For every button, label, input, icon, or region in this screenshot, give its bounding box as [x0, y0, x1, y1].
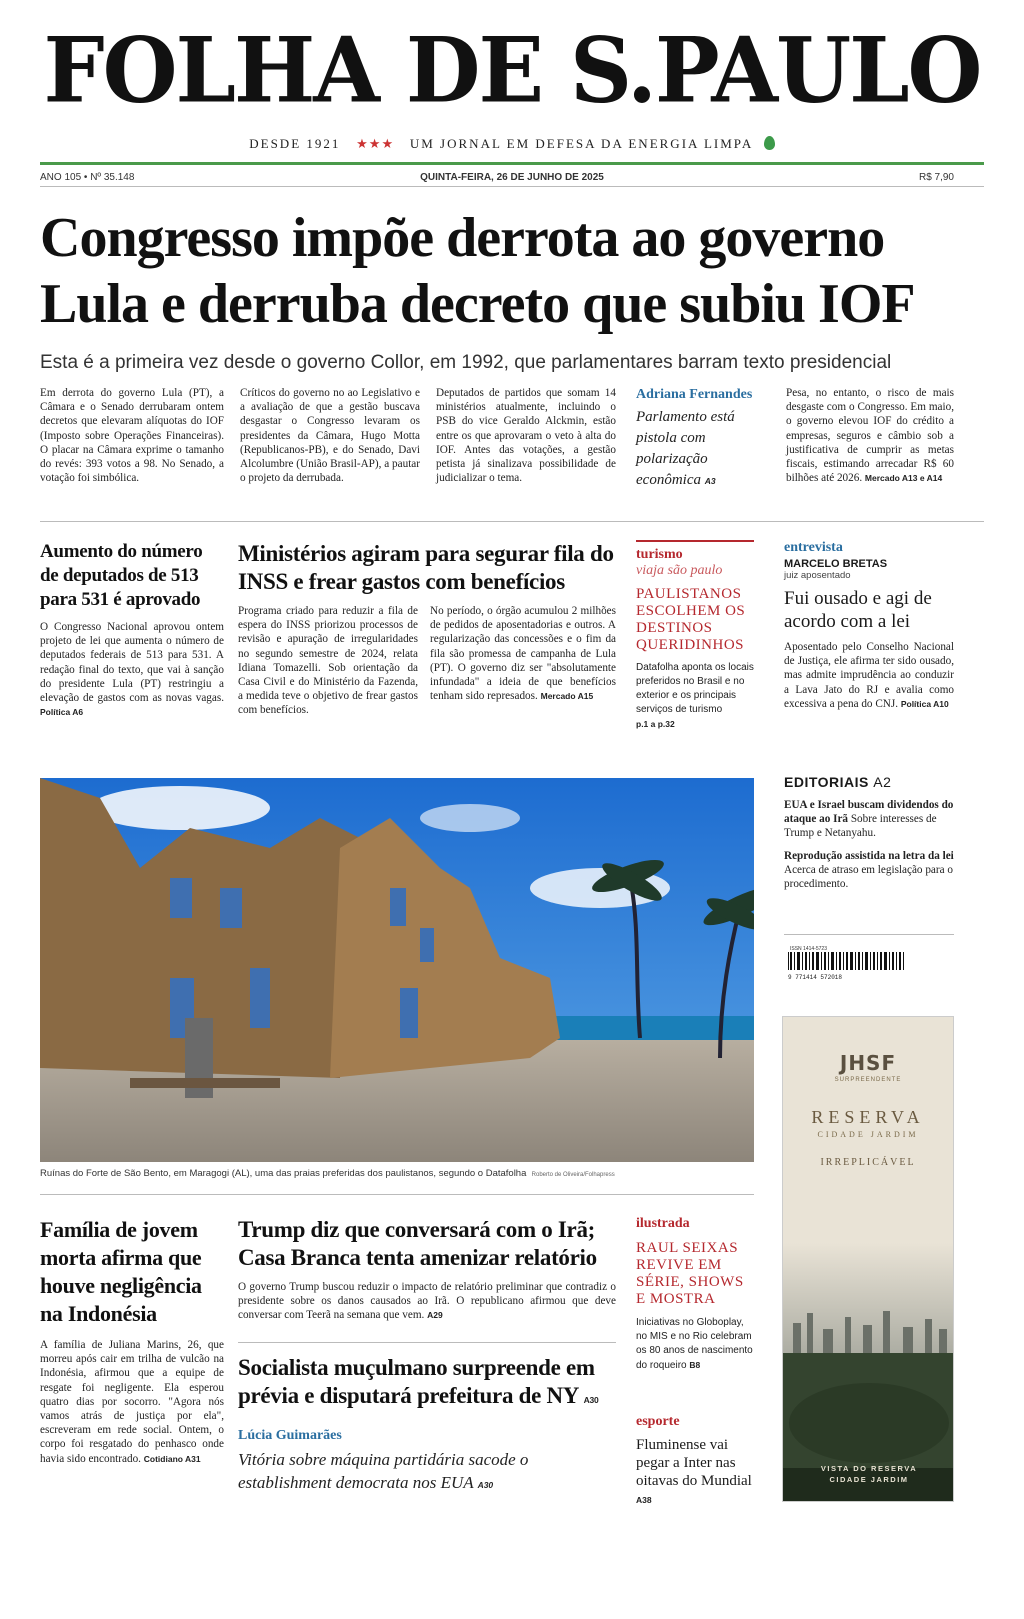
socialista-column-ref: A30: [477, 1480, 494, 1490]
barcode-number: 9 771414 572018: [788, 974, 843, 981]
familia-headline: Família de jovem morta afirma que houve negligência na Indonésia: [40, 1217, 202, 1326]
ad-jhsf-reserva[interactable]: [782, 1016, 954, 1502]
lead-ref: Mercado A13 e A14: [864, 473, 943, 484]
column-author: Adriana Fernandes: [636, 387, 753, 402]
ilustrada-headline: RAUL SEIXAS REVIVE EM SÉRIE, SHOWS E MOSTRA: [636, 1240, 744, 1307]
socialista-headline: Socialista muçulmano surpreende em prévia e disputará prefeitura de NY A30: [238, 1355, 599, 1408]
stars-icon: ★★★: [356, 136, 395, 151]
barcode: [786, 946, 950, 980]
entrevista-ref: Política A10: [900, 698, 949, 709]
photo-forte-sao-bento[interactable]: [40, 778, 754, 1162]
socialista-author: Lúcia Guimarães: [238, 1428, 342, 1443]
trump-headline: Trump diz que conversará com o Irã; Casa Branca tenta amenizar relatório: [238, 1217, 597, 1270]
entrevista-name: MARCELO BRETAS: [784, 558, 888, 570]
motto-label: UM JORNAL EM DEFESA DA ENERGIA LIMPA: [409, 136, 753, 151]
story-trump[interactable]: [238, 1216, 616, 1323]
turismo-body: Datafolha aponta os locais preferidos no Brasil e no exterior e os principais serviços de turismo p.1 a p.32: [636, 662, 754, 729]
story-entrevista[interactable]: [784, 540, 954, 711]
lead-subhead: Esta é a primeira vez desde o governo Collor, em 1992, que parlamentares barram texto presidencial: [40, 352, 892, 373]
inss-ref: Mercado A15: [540, 691, 594, 702]
inss-col-2: No período, o órgão acumulou 2 milhões de pedidos de aposentadorias e outros. A regularização das concessões e o fim da fila são promessa de campanha de Lula (PT). O governo diz ser "absolutamente infundada" a ideia de que benefícios tenham sido represados. Mercado A15: [430, 605, 616, 703]
ilustrada-body: Iniciativas no Globoplay, no MIS e no Rio celebram os 80 anos de nascimento do roqueiro B8: [636, 1317, 753, 1371]
story-deputados[interactable]: [40, 540, 224, 719]
column-ref: A3: [704, 476, 716, 486]
column-text: Parlamento está pistola com polarização econômica A3: [636, 409, 735, 488]
ilustrada-ref: B8: [689, 1360, 701, 1370]
barcode-issn: ISSN 1414-5723: [790, 946, 827, 952]
entrevista-role: juiz aposentado: [784, 570, 851, 581]
photo-caption: Ruínas do Forte de São Bento, em Maragogi (AL), uma das praias preferidas dos paulistanos, segundo o Datafolha Roberto de Oliveira/Folhapress: [40, 1168, 615, 1179]
ilustrada-kicker: ilustrada: [636, 1216, 690, 1231]
editoriais-rule: [784, 934, 954, 935]
esporte-ref: A38: [636, 1495, 652, 1505]
entrevista-headline: Fui ousado e agi de acordo com a lei: [784, 588, 932, 632]
socialista-column: Vitória sobre máquina partidária sacode o establishment democrata nos EUA A30: [238, 1450, 529, 1492]
editoriais-box[interactable]: [784, 774, 954, 891]
story-inss[interactable]: [238, 540, 616, 596]
dateline-rule: [40, 186, 984, 187]
masthead-rule: [40, 162, 984, 165]
lead-col-3: Deputados de partidos que somam 14 ministérios atualmente, incluindo o PSB do vice Geraldo Alckmin, estão entre os que aprovaram o veto à alta do IOF. Antes das votações, a gestão petista já sinalizava possibilidade de judicializar o tema.: [436, 387, 616, 485]
familia-ref: Cotidiano A31: [143, 1453, 201, 1464]
masthead-title: FOLHA DE S.PAULO: [43, 17, 981, 124]
ad-brand-sub: SURPREENDENTE: [834, 1077, 902, 1083]
entrevista-body: Aposentado pelo Conselho Nacional de Justiça, ele afirma ter sido ousado, mas admite imprudência ao conduzir a Lava Jato do RJ e avalia como excessiva a pena do CNJ. Política A10: [784, 641, 954, 710]
ad-brand: JHSF: [839, 1051, 897, 1075]
inss-col-1: Programa criado para reduzir a fila de espera do INSS priorizou processos de revisão e apuração de irregularidades no segundo semestre de 2024, relata Idiana Tomazelli. Sob orientação da Casa Civil e do Ministério da Fazenda, a medida teve o objetivo de frear gastos com benefícios.: [238, 605, 418, 717]
trump-body: O governo Trump buscou reduzir o impacto de relatório preliminar que contradiz o presidente sobre os danos causados ao Irã. O republicano afirmou que deve conversar com Teerã na semana que vem. A29: [238, 1281, 616, 1322]
deputados-ref: Política A6: [40, 707, 84, 718]
ad-title: RESERVA: [811, 1107, 925, 1127]
editorial-item-2: Reprodução assistida na letra da lei Acerca de atraso em legislação para o procedimento.: [784, 849, 954, 891]
familia-body: A família de Juliana Marins, 26, que morreu após cair em trilha de vulcão na Indonésia, afirmou que a equipe de resgate foi negligente. Ela esperou quatro dias por socorro. "Agora nós vamos atrás de justiça por ela", escreveram em rede social. Ontem, o corpo foi resgatado do penhasco onde havia sido encontrado. Cotidiano A31: [40, 1339, 224, 1465]
trump-ref: A29: [427, 1310, 443, 1321]
turismo-ref: p.1 a p.32: [636, 719, 675, 729]
turismo-rule: [636, 540, 754, 542]
edition-date: QUINTA-FEIRA, 26 DE JUNHO DE 2025: [420, 172, 604, 183]
turismo-headline: PAULISTANOS ESCOLHEM OS DESTINOS QUERIDINHOS: [636, 586, 746, 653]
story-familia[interactable]: [40, 1216, 224, 1466]
story-turismo[interactable]: [636, 540, 754, 732]
esporte-text: Fluminense vai pegar a Inter nas oitavas do Mundial A38: [636, 1437, 752, 1505]
deputados-body: O Congresso Nacional aprovou ontem projeto de lei que aumenta o número de deputados federais de 513 para 531. A redação final do texto, que vai à sanção do presidente Lula (PT) restringiu a elevação de gastos com as novas vagas. Política A6: [40, 621, 224, 718]
section-rule-2: [40, 1194, 754, 1195]
column-adriana[interactable]: [636, 386, 766, 492]
ad-tag: IRREPLICÁVEL: [820, 1157, 916, 1168]
editoriais-title: EDITORIAIS A2: [784, 774, 892, 790]
story-socialista[interactable]: [238, 1354, 616, 1497]
editorial-item-1: EUA e Israel buscam dividendos do ataque ao Irã Sobre interesses de Trump e Netanyahu.: [784, 799, 954, 840]
lead-col-2: Críticos do governo no ao Legislativo e a avaliação de que a gestão buscava desgastar o Congresso levaram os presidentes da Câmara, Hugo Motta (Republicanos-PB), e do Senado, Davi Alcolumbre (União Brasil-AP), a pautar o projeto da derrubada.: [240, 387, 420, 485]
deputados-headline: Aumento do número de deputados de 513 para 531 é aprovado: [40, 541, 203, 610]
trump-rule: [238, 1342, 616, 1343]
masthead-tagline: [0, 136, 1024, 152]
lead-headline[interactable]: Congresso impõe derrota ao governo Lula e derruba decreto que subiu IOF: [40, 207, 915, 335]
photo-ruins-illustration: [40, 778, 754, 1162]
edition-price: R$ 7,90: [918, 172, 954, 183]
leaf-drop-icon: [764, 136, 775, 150]
esporte-kicker: esporte: [636, 1414, 680, 1429]
ad-subtitle: CIDADE JARDIM: [817, 1130, 919, 1139]
story-esporte[interactable]: [636, 1414, 754, 1509]
turismo-kicker: turismo: [636, 547, 683, 562]
story-ilustrada[interactable]: [636, 1216, 754, 1373]
section-rule-1: [40, 521, 984, 522]
lead-col-1: Em derrota do governo Lula (PT), a Câmara e o Senado derrubaram ontem decretos que elevaram alíquotas do IOF (Imposto sobre Operações Financeiras). O placar na Câmara exprime o tamanho do revés: 393 votos a 98. No Senado, a votação foi simbólica.: [40, 387, 224, 485]
edition-number: ANO 105 • Nº 35.148: [40, 172, 135, 183]
socialista-ref: A30: [583, 1395, 599, 1405]
lead-col-5: Pesa, no entanto, o risco de mais desgaste com o Congresso. Em maio, o governo elevou IOF do crédito a empresas, seguros e câmbio sob a justificativa de cumprir as metas fiscais, estimando arrecadar R$ 60 bilhões até 2026. Mercado A13 e A14: [786, 387, 954, 485]
inss-headline: Ministérios agiram para segurar fila do INSS e frear gastos com benefícios: [238, 541, 614, 594]
photo-credit: Roberto de Oliveira/Folhapress: [531, 1172, 615, 1178]
entrevista-kicker: entrevista: [784, 540, 843, 555]
ad-footer: VISTA DO RESERVA CIDADE JARDIM: [820, 1464, 918, 1484]
since-label: DESDE 1921: [249, 136, 341, 151]
barcode-bars-icon: [786, 952, 906, 970]
turismo-section: viaja são paulo: [636, 563, 723, 578]
